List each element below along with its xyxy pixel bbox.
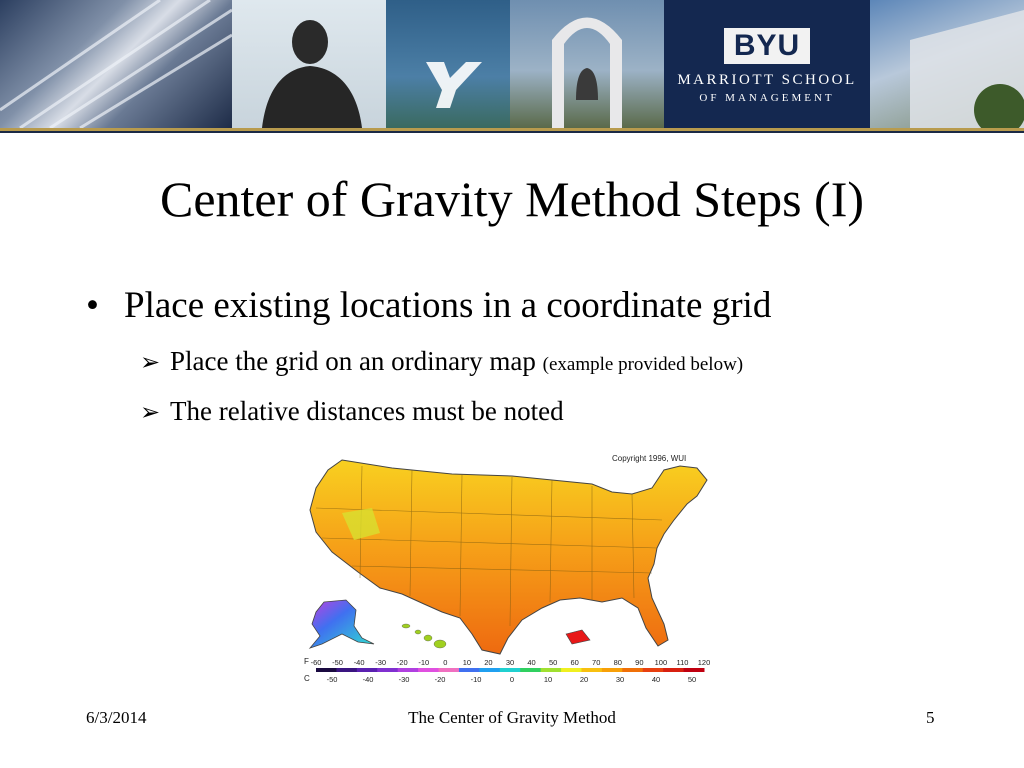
scale-c-tick-label: -50 [326,675,338,684]
bullet-dot: • [86,285,99,326]
subbullet-item [140,396,564,427]
footer-date: 6/3/2014 [86,708,147,727]
scale-c-tick-label: -10 [470,675,482,684]
scale-c-tick-label: 10 [543,675,553,684]
color-scale-bar [316,668,705,672]
bell-icon [510,0,664,128]
scale-f-tick-label: 40 [527,658,536,667]
scale-color-swatch [684,668,705,672]
scale-color-swatch [541,668,562,672]
scale-f-tick-label: 70 [592,658,601,667]
scale-color-swatch [357,668,378,672]
byu-marriott-logo [664,0,870,128]
alaska-shape [310,600,374,648]
mountain-y-icon [386,0,510,128]
scale-color-swatch [459,668,480,672]
page-number: 5 [926,708,935,727]
building-photo [0,0,232,128]
scale-f-label: F [304,657,309,666]
header-banner [0,0,1024,128]
scale-c-tick-label: 30 [615,675,625,684]
map-copyright: Copyright 1996, WUI [612,454,687,463]
scale-c-label: C [304,674,310,683]
scale-c-tick-label: 20 [579,675,589,684]
scale-f-tick-label: 110 [676,658,689,667]
logo-school-name: MARRIOTT SCHOOL [677,72,857,88]
scale-color-swatch [643,668,664,672]
subbullet-text: The relative distances must be noted [170,396,564,426]
scale-c-tick-label: -20 [434,675,446,684]
building-lines [0,0,232,128]
scale-color-swatch [520,668,541,672]
scale-f-tick-label: 0 [443,658,448,667]
campus-building-photo [870,0,1024,128]
scale-color-swatch [418,668,439,672]
logo-school-subname: OF MANAGEMENT [699,92,835,104]
arrow-bullet-icon: ➢ [140,350,161,376]
scale-f-ticks [311,658,711,667]
scale-color-swatch [316,668,337,672]
scale-f-tick-label: -60 [310,658,322,667]
conterminous-us-shape [310,460,707,654]
scale-color-swatch [622,668,643,672]
subbullet-note: (example provided below) [542,354,744,375]
bullet-text: Place existing locations in a coordinate grid [124,285,772,326]
scale-f-tick-label: 90 [635,658,644,667]
scale-c-tick-label: -30 [398,675,410,684]
slide-title: Center of Gravity Method Steps (I) [159,171,864,227]
scale-f-tick-label: 50 [548,658,558,667]
us-temperature-map [302,448,722,688]
scale-color-swatch [336,668,357,672]
scale-color-swatch [602,668,623,672]
scale-color-swatch [398,668,419,672]
scale-f-tick-label: -50 [332,658,343,667]
byu-logo-mark: BYU [724,28,810,64]
scale-color-swatch [500,668,521,672]
scale-color-swatch [663,668,684,672]
scale-color-swatch [479,668,500,672]
scale-c-tick-label: 50 [687,675,697,684]
scale-f-tick-label: 30 [505,658,515,667]
puerto-rico-shape [566,630,590,644]
subbullet-item [140,346,743,377]
scale-color-swatch [439,668,460,672]
scale-c-tick-label: -40 [362,675,374,684]
banner-divider-shadow [0,131,1024,133]
statue-photo [232,0,386,128]
footer-title: The Center of Gravity Method [408,708,616,727]
scale-f-tick-label: 60 [570,658,579,667]
scale-f-tick-label: 100 [654,658,668,667]
scale-f-tick-label: -30 [375,658,387,667]
subbullet-text: Place the grid on an ordinary map [170,346,543,376]
scale-f-tick-label: 120 [697,658,711,667]
campus-building [870,0,1024,128]
arrow-bullet-icon: ➢ [140,400,161,426]
bullet-item [86,284,771,327]
scale-c-ticks [327,675,697,684]
scale-c-tick-label: 0 [509,675,515,684]
hawaii-shape [402,624,446,648]
scale-f-tick-label: -40 [353,658,365,667]
scale-f-tick-label: 20 [484,658,493,667]
scale-color-swatch [377,668,398,672]
scale-color-swatch [581,668,602,672]
scale-c-tick-label: 40 [651,675,661,684]
scale-color-swatch [561,668,582,672]
scale-f-tick-label: 10 [462,658,472,667]
statue-silhouette [232,0,386,128]
bell-tower-photo [510,0,664,128]
scale-f-tick-label: -10 [418,658,430,667]
scale-f-tick-label: -20 [396,658,408,667]
scale-f-tick-label: 80 [613,658,622,667]
mountain-y-photo [386,0,510,128]
